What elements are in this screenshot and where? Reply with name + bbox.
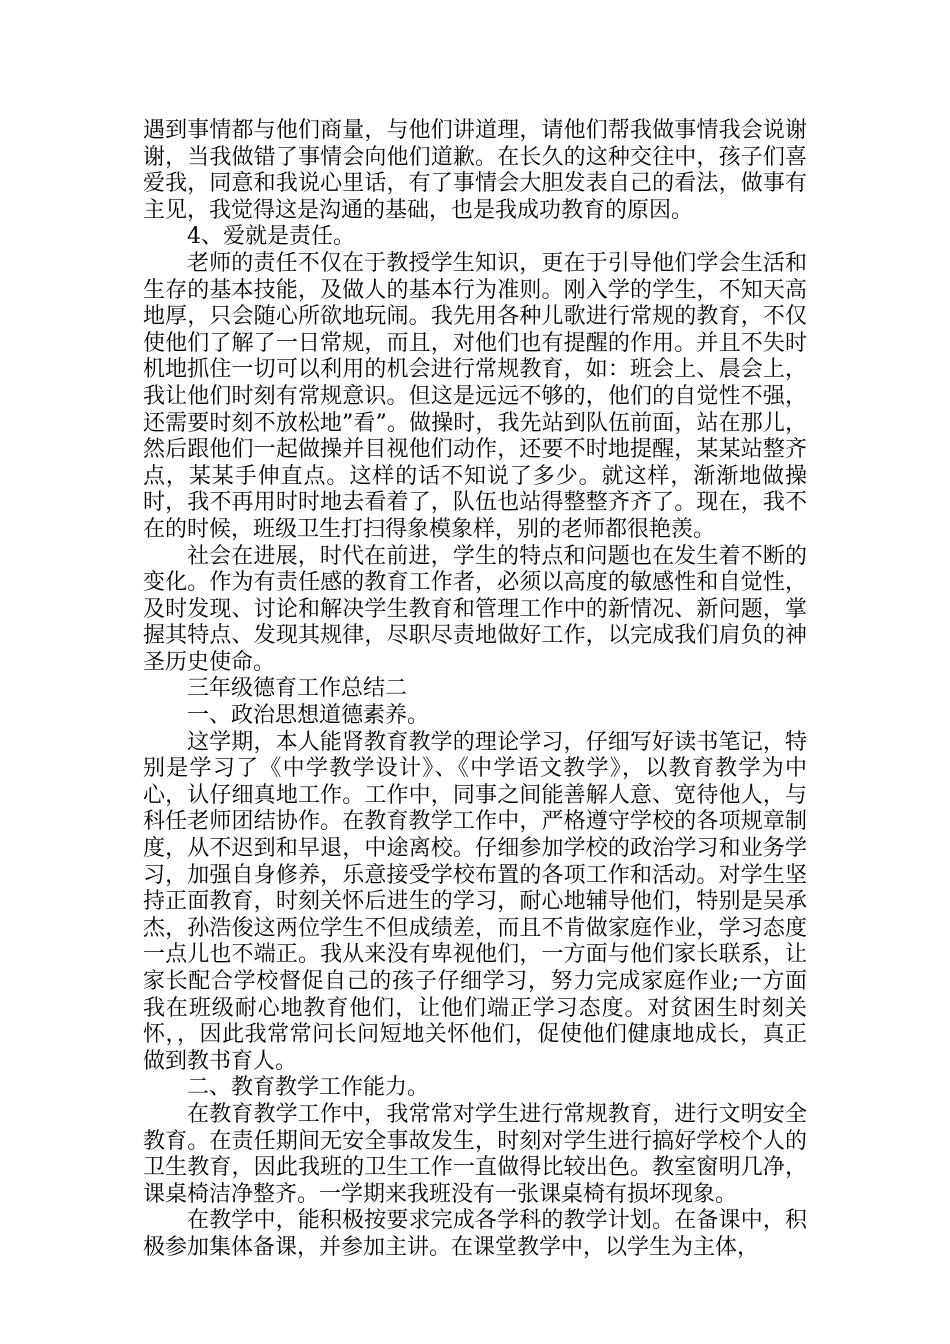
paragraph-teaching-plan: 在教学中，能积极按要求完成各学科的教学计划。在备课中，积极参加集体备课，并参加主讲。在课堂教学中，以学生为主体， bbox=[143, 1208, 807, 1260]
document-subtitle: 三年级德育工作总结二 bbox=[187, 676, 408, 702]
document-page bbox=[143, 118, 807, 1262]
section-heading-teaching-ability: 二、教育教学工作能力。 bbox=[187, 1075, 430, 1101]
paragraph-teacher-responsibility: 老师的责任不仅在于教授学生知识，更在于引导他们学会生活和生存的基本技能，及做人的基本行为准则。刚入学的学生，不知天高地厚，只会随心所欲地玩闹。我先用各种儿歌进行常规的教育，不仅使他们了解了一日常规，而且，对他们也有提醒的作用。并且不失时机地抓住一切可以利用的机会进行常规教育，如：班会上、晨会上，我让他们时刻有常规意识。但这是远远不够的，他们的自觉性不强，还需要时刻不放松地”看”。做操时，我先站到队伍前面，站在那儿，然后跟他们一起做操并目视他们动作，还要不时地提醒，某某站整齐点，某某手伸直点。这样的话不知说了多少。就这样，渐渐地做操时，我不再用时时地去看着了，队伍也站得整整齐齐了。现在，我不在的时候，班级卫生打扫得象模象样，别的老师都很艳羡。 bbox=[143, 250, 807, 542]
section-heading-political-ethics: 一、政治思想道德素养。 bbox=[187, 703, 430, 729]
section-heading-love-is-responsibility: 4、爱就是责任。 bbox=[187, 224, 355, 250]
paragraph-semester-summary: 这学期，本人能肾教育教学的理论学习，仔细写好读书笔记，特别是学习了《中学教学设计》、《中学语文教学》，以教育教学为中心，认仔细真地工作。工作中，同事之间能善解人意、宽待他人，与科任老师团结协作。在教育教学工作中，严格遵守学校的各项规章制度，从不迟到和早退，中途离校。仔细参加学校的政治学习和业务学习，加强自身修养，乐意接受学校布置的各项工作和活动。对学生坚持正面教育，时刻关怀后进生的学习，耐心地辅导他们，特别是吴承杰，孙浩俊这两位学生不但成绩差，而且不肯做家庭作业，学习态度一点儿也不端正。我从来没有卑视他们，一方面与他们家长联系，让家长配合学校督促自己的孩子仔细学习，努力完成家庭作业;一方面我在班级耐心地教育他们，让他们端正学习态度。对贫困生时刻关怀，，因此我常常问长问短地关怀他们，促使他们健康地成长，真正做到教书育人。 bbox=[143, 729, 807, 1074]
paragraph-safety-education: 在教育教学工作中，我常常对学生进行常规教育，进行文明安全教育。在责任期间无安全事故发生，时刻对学生进行搞好学校个人的卫生教育，因此我班的卫生工作一直做得比较出色。教室窗明几净，课桌椅洁净整齐。一学期来我班没有一张课桌椅有损坏现象。 bbox=[143, 1101, 807, 1207]
paragraph-continuation: 遇到事情都与他们商量，与他们讲道理，请他们帮我做事情我会说谢谢，当我做错了事情会向他们道歉。在长久的这种交往中，孩子们喜爱我，同意和我说心里话，有了事情会大胆发表自己的看法，做事有主见，我觉得这是沟通的基础，也是我成功教育的原因。 bbox=[143, 118, 807, 223]
paragraph-society-progress: 社会在进展，时代在前进，学生的特点和问题也在发生着不断的变化。作为有责任感的教育工作者，必须以高度的敏感性和自觉性，及时发现、讨论和解决学生教育和管理工作中的新情况、新问题，掌握其特点、发现其规律，尽职尽责地做好工作，以完成我们肩负的神圣历史使命。 bbox=[143, 543, 807, 675]
